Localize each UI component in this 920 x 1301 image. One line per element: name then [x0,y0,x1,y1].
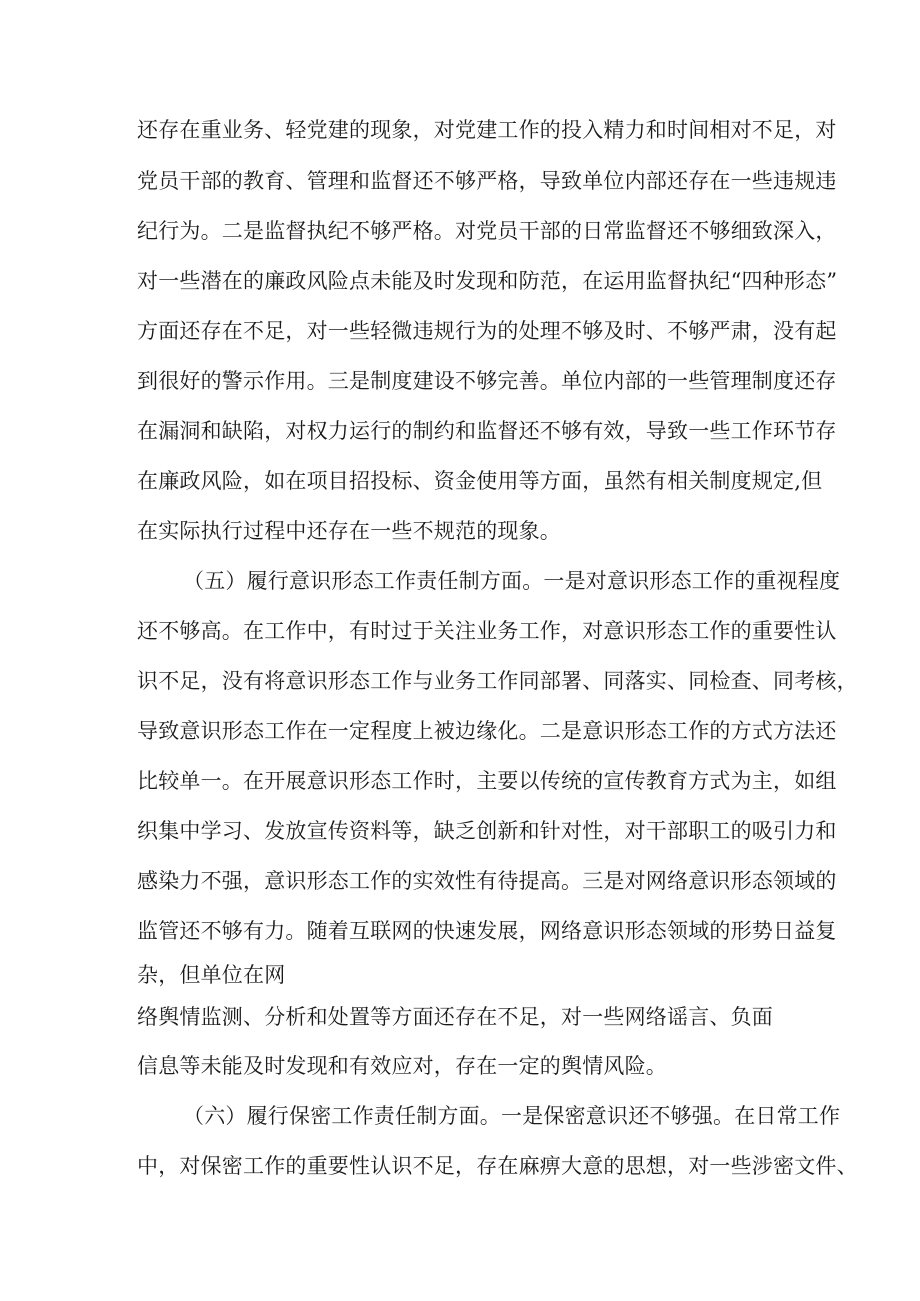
paragraph-line: 纪行为。二是监督执纪不够严格。对党员干部的日常监督还不够细致深入， [137,219,837,243]
paragraph-line: 比较单一。在开展意识形态工作时，主要以传统的宣传教育方式为主，如组 [137,769,837,793]
paragraph-line: 杂，但单位在网 [137,963,286,987]
paragraph-line: 在廉政风险，如在项目招投标、资金使用等方面，虽然有相关制度规定,但 [137,469,823,493]
section-heading-line: （六）履行保密工作责任制方面。一是保密意识还不够强。在日常工作 [183,1104,841,1128]
paragraph-line: 监管还不够有力。随着互联网的快速发展，网络意识形态领域的形势日益复 [137,919,837,943]
paragraph-line: 在漏洞和缺陷，对权力运行的制约和监督还不够有效，导致一些工作环节存 [137,419,837,443]
paragraph-line: 识不足，没有将意识形态工作与业务工作同部署、同落实、同检查、同考核， [137,669,858,693]
paragraph-line: 导致意识形态工作在一定程度上被边缘化。二是意识形态工作的方式方法还 [137,719,837,743]
section-heading-line: （五）履行意识形态工作责任制方面。一是对意识形态工作的重视程度 [183,569,841,593]
paragraph-line: 还不够高。在工作中，有时过于关注业务工作，对意识形态工作的重要性认 [137,619,837,643]
paragraph-line: 到很好的警示作用。三是制度建设不够完善。单位内部的一些管理制度还存 [137,369,837,393]
paragraph-line: 方面还存在不足，对一些轻微违规行为的处理不够及时、不够严肃，没有起 [137,319,837,343]
paragraph-line: 络舆情监测、分析和处置等方面还存在不足，对一些网络谣言、负面 [137,1005,773,1029]
paragraph-line: 对一些潜在的廉政风险点未能及时发现和防范，在运用监督执纪“四种形态” [137,269,838,293]
paragraph-line: 感染力不强，意识形态工作的实效性有待提高。三是对网络意识形态领域的 [137,869,837,893]
paragraph-line: 中，对保密工作的重要性认识不足，存在麻痹大意的思想，对一些涉密文件、 [137,1154,858,1178]
paragraph-line: 还存在重业务、轻党建的现象，对党建工作的投入精力和时间相对不足，对 [137,118,837,142]
paragraph-line: 在实际执行过程中还存在一些不规范的现象。 [137,519,561,543]
paragraph-line: 织集中学习、发放宣传资料等，缺乏创新和针对性，对干部职工的吸引力和 [137,819,837,843]
paragraph-line: 信息等未能及时发现和有效应对，存在一定的舆情风险。 [137,1054,667,1078]
paragraph-line: 党员干部的教育、管理和监督还不够严格，导致单位内部还存在一些违规违 [137,169,837,193]
